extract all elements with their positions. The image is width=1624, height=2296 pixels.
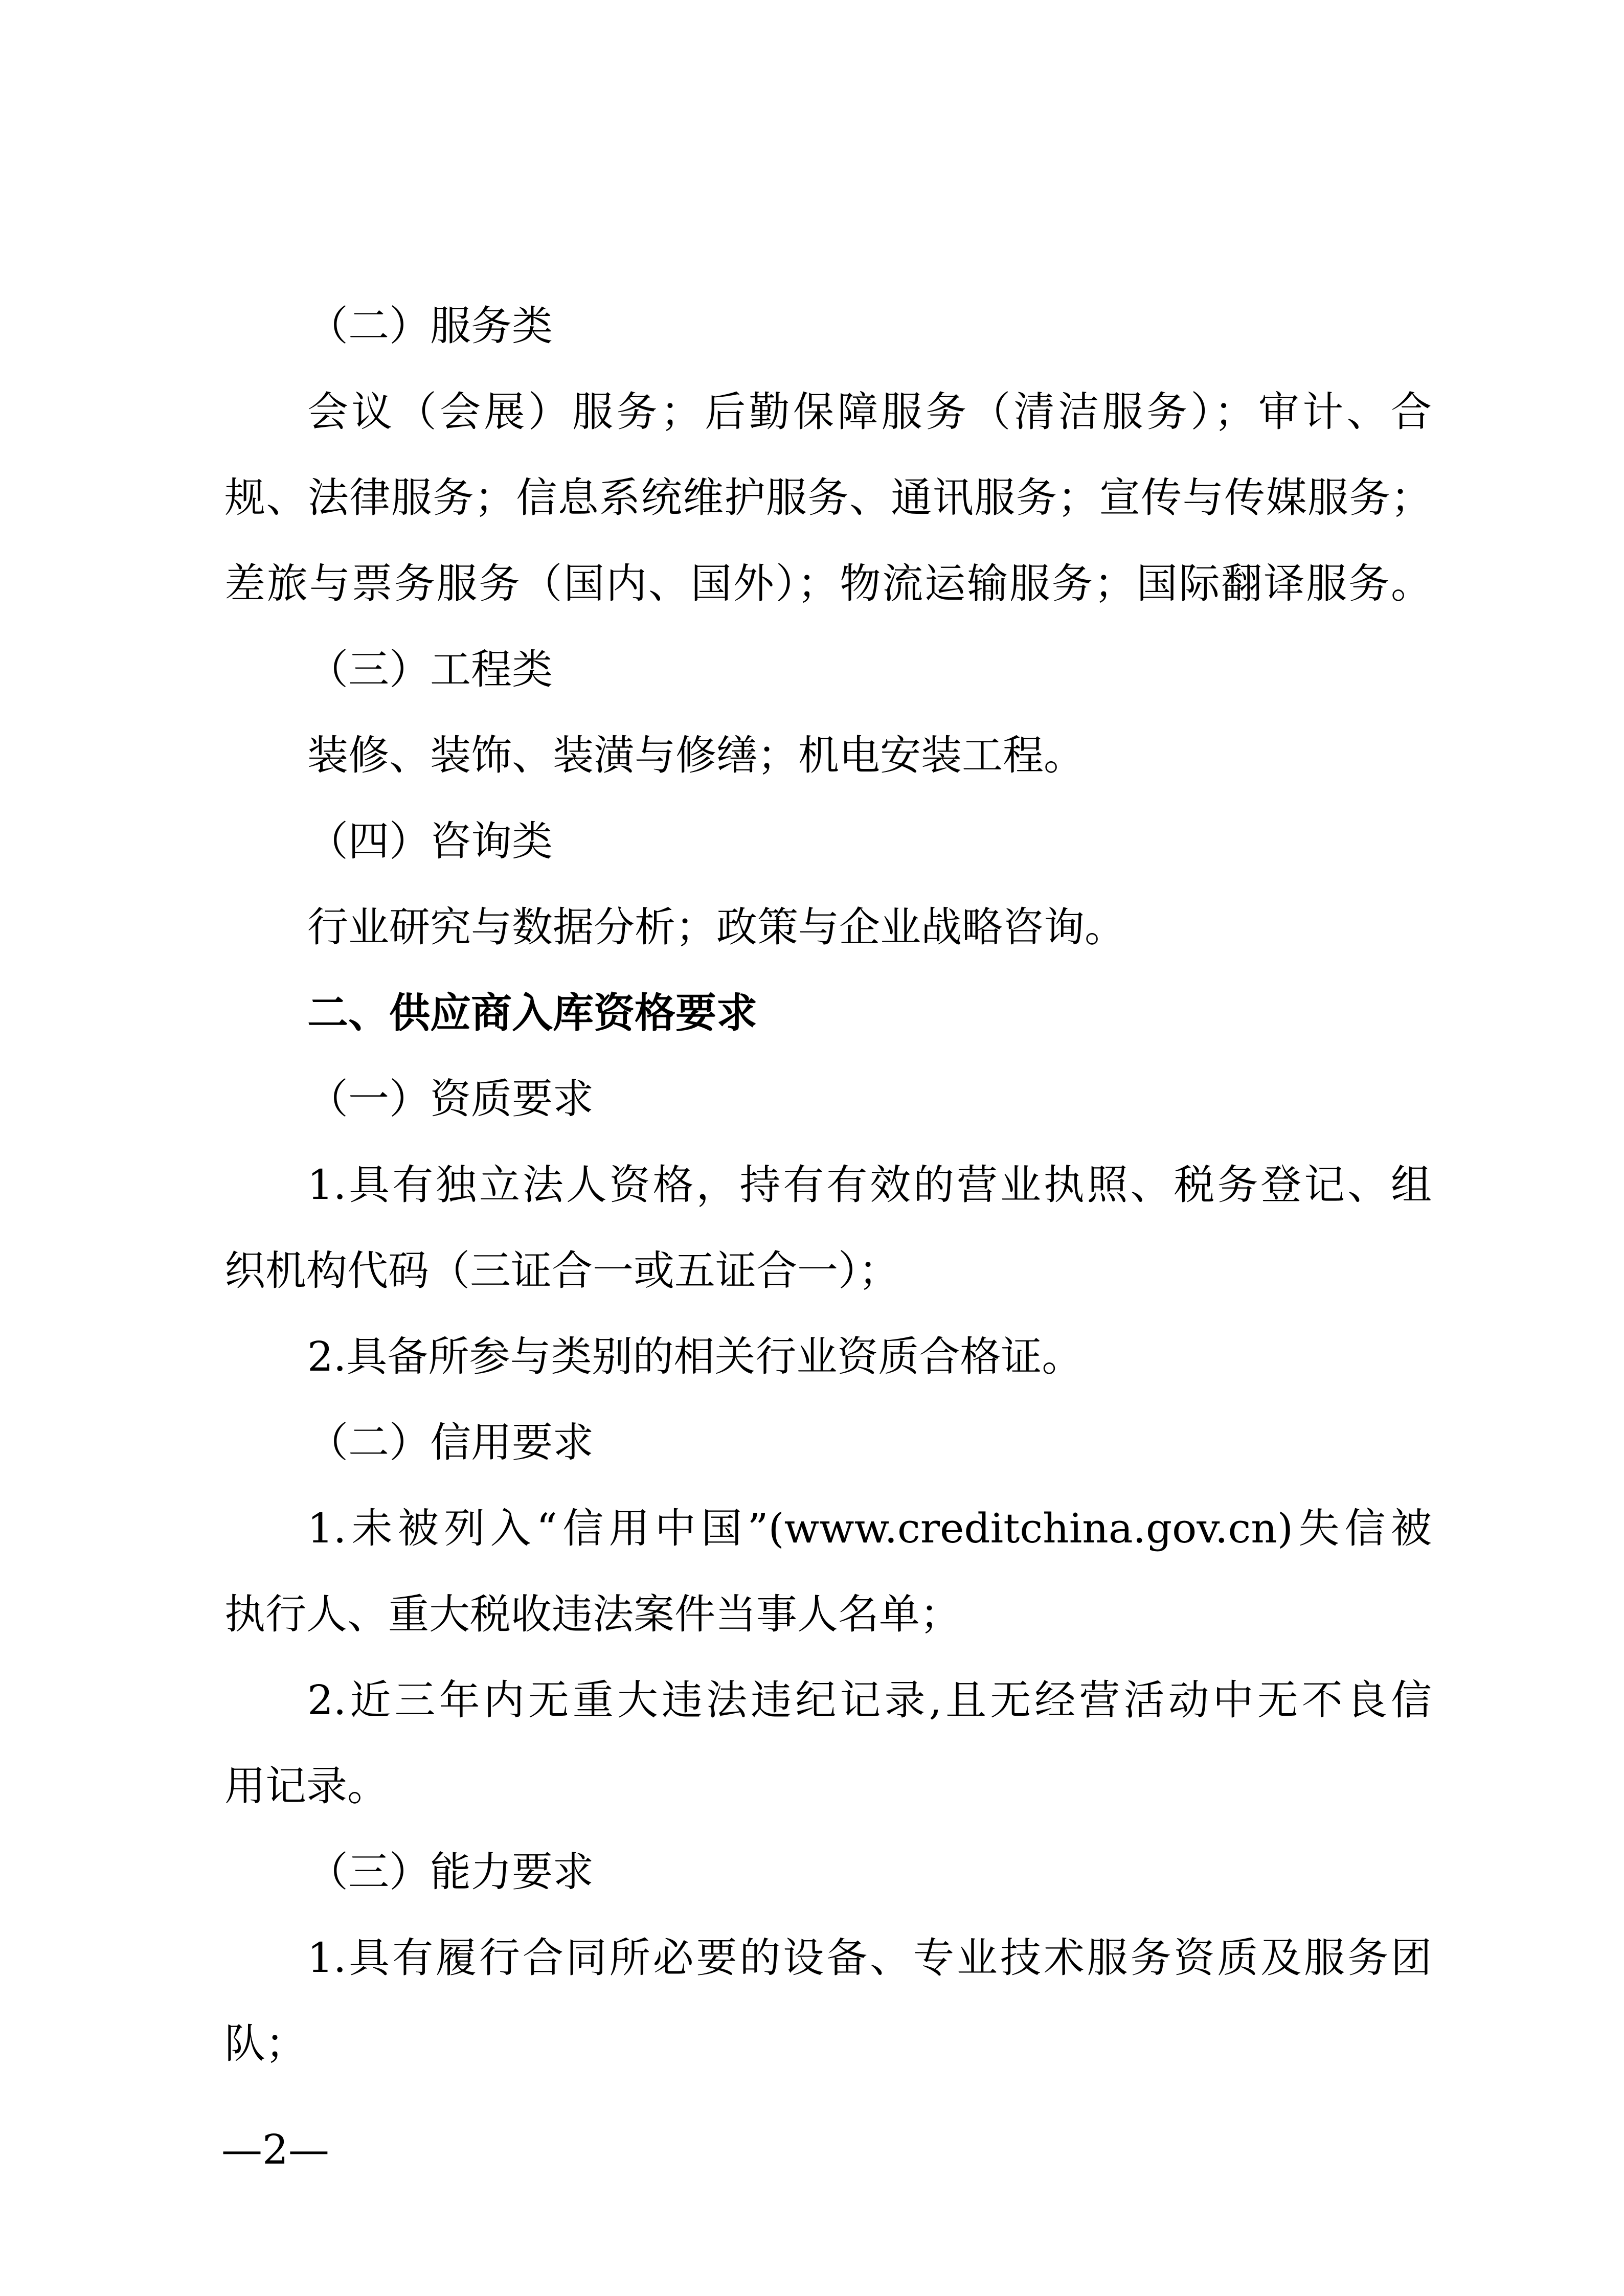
text-line: 差旅与票务服务（国内、国外）；物流运输服务；国际翻译服务。 xyxy=(224,560,1432,607)
text-line: （四）咨询类 xyxy=(307,817,553,865)
text-line: （三）工程类 xyxy=(307,646,553,693)
text-line: 会议（会展）服务；后勤保障服务（清洁服务）；审计、合 xyxy=(307,388,1432,436)
text-line: 1.未被列入“信用中国”(www.creditchina.gov.cn)失信被 xyxy=(307,1505,1432,1552)
text-line: （二）服务类 xyxy=(307,302,553,350)
text-line: 行业研究与数据分析；政策与企业战略咨询。 xyxy=(307,903,1125,951)
text-line: 队； xyxy=(224,2020,306,2067)
text-line: 用记录。 xyxy=(224,1762,388,1810)
page-number: —2— xyxy=(221,2126,329,2173)
text-line: 执行人、重大税收违法案件当事人名单； xyxy=(224,1590,961,1638)
section-heading: 二、供应商入库资格要求 xyxy=(307,989,757,1037)
text-line: 2.具备所参与类别的相关行业资质合格证。 xyxy=(307,1333,1083,1380)
text-line: 规、法律服务；信息系统维护服务、通讯服务；宣传与传媒服务； xyxy=(224,474,1432,521)
text-line: 装修、装饰、装潢与修缮；机电安装工程。 xyxy=(307,732,1085,779)
text-line: 1.具有独立法人资格，持有有效的营业执照、税务登记、组 xyxy=(307,1161,1432,1209)
text-line: （一）资质要求 xyxy=(307,1075,594,1123)
text-line: （二）信用要求 xyxy=(307,1419,594,1466)
text-line: （三）能力要求 xyxy=(307,1848,594,1896)
text-line: 2.近三年内无重大违法违纪记录,且无经营活动中无不良信 xyxy=(307,1676,1432,1724)
text-line: 织机构代码（三证合一或五证合一）； xyxy=(224,1247,899,1294)
text-line: 1.具有履行合同所必要的设备、专业技术服务资质及服务团 xyxy=(307,1934,1432,1982)
